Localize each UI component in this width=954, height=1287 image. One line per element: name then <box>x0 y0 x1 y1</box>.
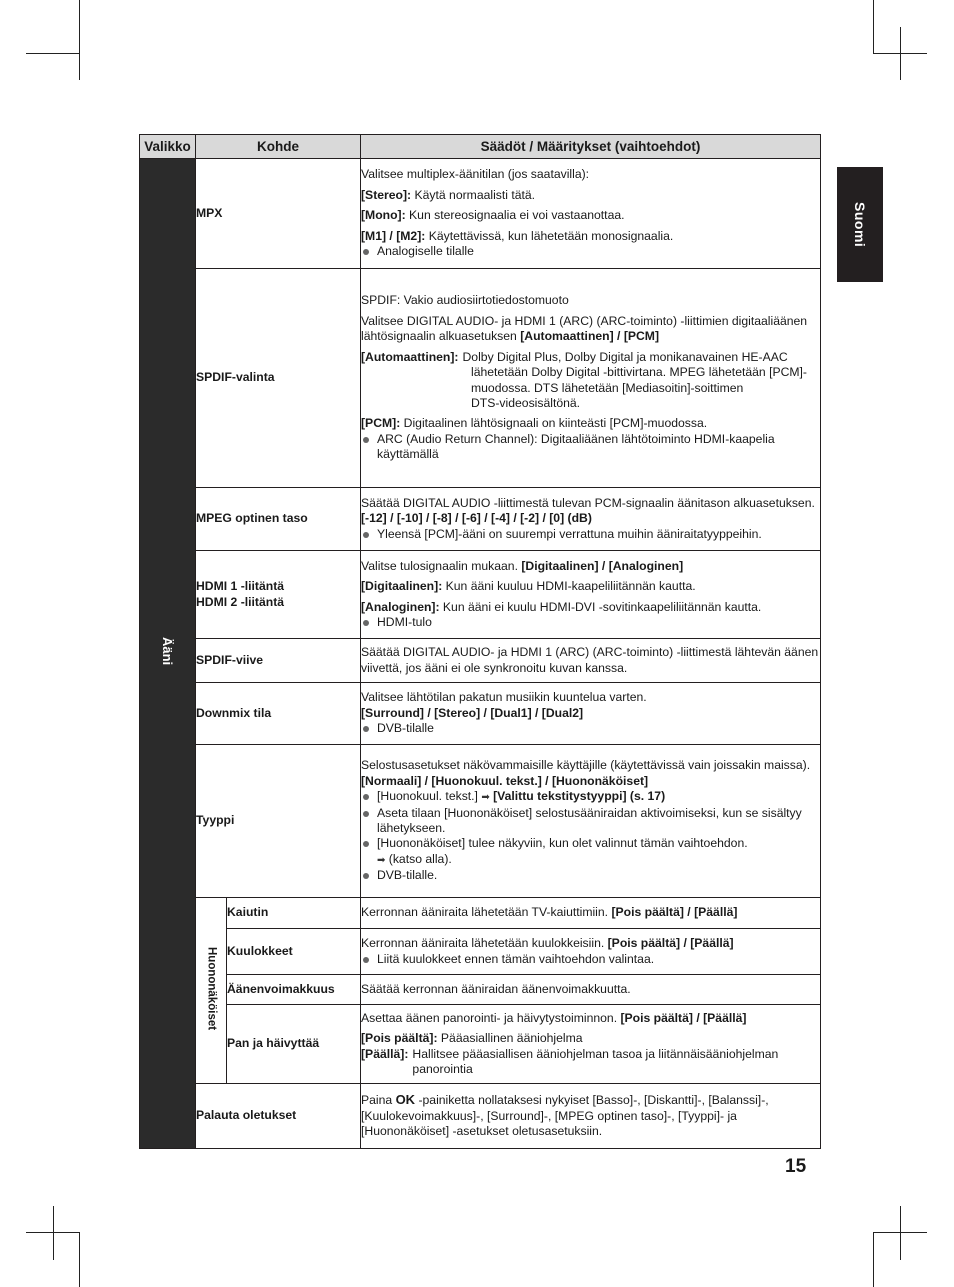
table-row <box>140 639 821 683</box>
options: [Surround] / [Stereo] / [Dual1] / [Dual2] <box>361 705 584 720</box>
item-hdmi2: HDMI 2 -liitäntä <box>196 594 285 609</box>
table-row <box>140 269 821 488</box>
bullet-item <box>361 789 820 805</box>
text <box>361 600 820 615</box>
menu-label: Ääni <box>160 637 176 666</box>
text: Käytä normaalisti tätä. <box>411 187 536 202</box>
item-reset: Palauta oletukset <box>196 1084 361 1149</box>
crop-mark <box>873 1232 927 1233</box>
text: [Huonokuul. tekst.] <box>377 789 482 804</box>
submenu-label: Huononäköiset <box>205 946 218 1030</box>
bullet-item: HDMI-tulo <box>361 615 820 630</box>
header-settings: Säädöt / Määritykset (vaihtoehdot) <box>361 135 821 159</box>
text <box>361 365 820 411</box>
item-hdmi1: HDMI 1 -liitäntä <box>196 579 285 594</box>
options: [Valittu tekstitystyyppi] (s. 17) <box>493 789 666 804</box>
arrow-right-icon: ➡ <box>481 792 490 804</box>
ok-key-label: OK <box>395 1092 416 1108</box>
crop-mark <box>873 53 927 54</box>
text <box>361 208 820 223</box>
text <box>361 1031 820 1046</box>
bullet-item <box>361 836 820 868</box>
text: Kun ääni ei kuulu HDMI-DVI -sovitinkaapeliliitännän kautta. <box>439 599 762 614</box>
text: Selostusasetukset näkövammaisille käyttäjille (käytettävissä vain joissakin maissa). <box>361 758 811 773</box>
desc-headphones <box>361 929 821 975</box>
text <box>361 559 820 574</box>
table-row <box>140 745 821 898</box>
text: Valitsee lähtötilan pakatun musiikin kuuntelua varten. <box>361 690 647 705</box>
item-type: Tyyppi <box>196 745 361 898</box>
text: Dolby Digital Plus, Dolby Digital ja monikanavainen HE-AAC <box>462 349 788 364</box>
desc-speaker <box>361 898 821 929</box>
bullet-item: Aseta tilaan [Huononäköiset] selostusääniraidan aktivoimiseksi, kun se sisältyy lähetykseen. <box>361 806 820 837</box>
page-number: 15 <box>785 1156 807 1177</box>
crop-mark <box>79 1232 80 1287</box>
options: [Normaali] / [Huonokuul. tekst.] / [Huononäköiset] <box>361 773 649 788</box>
language-tab <box>837 167 883 282</box>
table-row <box>140 683 821 745</box>
header-menu: Valikko <box>140 135 196 159</box>
submenu-cell <box>196 898 227 1084</box>
options: [Pois päältä] / [Päällä] <box>620 1010 747 1025</box>
item-downmix: Downmix tila <box>196 683 361 745</box>
text: Kerronnan ääniraita lähetetään TV-kaiuttimiin. <box>361 905 612 920</box>
desc-spdif <box>361 269 821 488</box>
table-row <box>140 1084 821 1149</box>
label: [Päällä]: <box>361 1046 409 1061</box>
crop-mark <box>873 0 874 54</box>
text: (katso alla). <box>388 851 452 866</box>
text <box>361 1011 820 1026</box>
text: Kun ääni kuuluu HDMI-kaapeliliitännän kautta. <box>442 579 696 594</box>
table-header-row <box>140 135 821 159</box>
desc-mpeg <box>361 488 821 551</box>
desc-volume: Säätää kerronnan ääniraidan äänenvoimakkuutta. <box>361 975 821 1005</box>
text: Käytettävissä, kun lähetetään monosignaalia. <box>425 228 674 243</box>
options: [Digitaalinen] / [Analoginen] <box>521 558 684 573</box>
desc-type <box>361 745 821 898</box>
label: [Stereo]: <box>361 187 412 202</box>
label: [Mono]: <box>361 208 406 223</box>
item-headphones: Kuulokkeet <box>227 929 361 975</box>
item-mpeg: MPEG optinen taso <box>196 488 361 551</box>
crop-mark <box>79 0 80 80</box>
label: [Digitaalinen]: <box>361 579 443 594</box>
text: Säätää DIGITAL AUDIO -liittimestä tulevan PCM-signaalin äänitason alkuasetuksen. <box>361 495 815 510</box>
item-mpx: MPX <box>196 159 361 269</box>
text <box>361 416 820 431</box>
text <box>361 188 820 203</box>
options: [Pois päältä] / [Päällä] <box>607 936 734 951</box>
bullet-item: Yleensä [PCM]-ääni on suurempi verrattuna muihin ääniraitatyyppeihin. <box>361 527 820 542</box>
bullet-item: DVB-tilalle. <box>361 868 820 883</box>
table-row <box>140 929 821 975</box>
text: SPDIF: Vakio audiosiirtotiedostomuoto <box>361 293 569 308</box>
table-row <box>140 1005 821 1084</box>
crop-mark <box>873 1232 874 1287</box>
text <box>361 936 820 951</box>
text <box>361 1047 820 1078</box>
language-tab-label: Suomi <box>852 201 868 248</box>
options: [Pois päältä] / [Päällä] <box>611 905 738 920</box>
table-row <box>140 159 821 269</box>
table-row <box>140 975 821 1005</box>
text: Valitsee DIGITAL AUDIO- ja HDMI 1 (ARC) (ARC-toiminto) -liittimien digitaaliäänen lähtösignaalin alkuasetuksen <box>361 313 808 344</box>
item-pan: Pan ja häivyttää <box>227 1005 361 1084</box>
desc-spdif-delay: Säätää DIGITAL AUDIO- ja HDMI 1 (ARC) (ARC-toiminto) -liittimestä lähtevän äänen viivettä, jos ääni ei ole synkronoitu kuvan kanssa. <box>361 639 821 683</box>
text <box>361 314 820 345</box>
options: [Automaattinen] / [PCM] <box>520 329 660 344</box>
table-row <box>140 488 821 551</box>
text: DTS-videosisältönä. <box>471 395 581 410</box>
desc-pan <box>361 1005 821 1084</box>
label: [PCM]: <box>361 416 401 431</box>
table-row <box>140 898 821 929</box>
settings-table <box>139 134 821 1149</box>
text <box>361 579 820 594</box>
item-speaker: Kaiutin <box>227 898 361 929</box>
item-hdmi <box>196 551 361 639</box>
desc-mpx <box>361 159 821 269</box>
text: Asettaa äänen panorointi- ja häivytystoiminnon. <box>361 1010 621 1025</box>
text: Hallitsee pääasiallisen ääniohjelman tasoa ja liitännäisääniohjelman panorointia <box>412 1046 779 1076</box>
options: [-12] / [-10] / [-8] / [-6] / [-4] / [-2] / [0] (dB) <box>361 511 592 526</box>
text: Kun stereosignaalia ei voi vastaanottaa. <box>405 208 625 223</box>
text <box>459 350 788 365</box>
text: Pääasiallinen ääniohjelma <box>437 1031 583 1046</box>
text: -painiketta nollataksesi nykyiset [Basso]-, [Diskantti]-, [Balanssi]-, [Kuulokevoimakkuus]-, [Surround]-, [MPEG optinen taso]-, [Tyyppi]- ja [Huononäköiset] -asetukset oletusasetuksiin. <box>361 1093 769 1139</box>
text <box>361 229 820 244</box>
text: Valitsee multiplex-äänitilan (jos saatavilla): <box>361 167 590 182</box>
crop-mark <box>26 53 80 54</box>
desc-downmix <box>361 683 821 745</box>
text <box>361 496 820 527</box>
label: [Analoginen]: <box>361 599 440 614</box>
text: Digitaalinen lähtösignaali on kiinteästi [PCM]-muodossa. <box>400 416 708 431</box>
arrow-right-icon: ➡ <box>377 854 386 866</box>
bullet-item: Liitä kuulokkeet ennen tämän vaihtoehdon valintaa. <box>361 952 820 967</box>
header-item: Kohde <box>196 135 361 159</box>
crop-mark <box>53 1206 54 1260</box>
label: [Pois päältä]: <box>361 1031 438 1046</box>
table-row <box>140 551 821 639</box>
item-spdif: SPDIF-valinta <box>196 269 361 488</box>
text: Valitse tulosignaalin mukaan. <box>361 558 522 573</box>
bullet-item: DVB-tilalle <box>361 721 820 736</box>
bullet-item: Analogiselle tilalle <box>361 244 820 259</box>
desc-reset <box>361 1084 821 1149</box>
crop-mark <box>900 1206 901 1260</box>
text: lähetetään Dolby Digital -bittivirtana. MPEG lähetetään [PCM]-muodossa. DTS lähetetään [Mediasoitin]-soittimen <box>471 365 807 395</box>
label: [M1] / [M2]: <box>361 228 426 243</box>
desc-hdmi <box>361 551 821 639</box>
menu-cell <box>140 159 196 1149</box>
text: Kerronnan ääniraita lähetetään kuulokkeisiin. <box>361 936 608 951</box>
text <box>361 350 820 365</box>
text: Paina <box>361 1093 396 1108</box>
bullet-item: ARC (Audio Return Channel): Digitaaliäänen lähtötoiminto HDMI-kaapelia käyttämällä <box>361 432 820 463</box>
item-spdif-delay: SPDIF-viive <box>196 639 361 683</box>
text: [Huononäköiset] tulee näkyviin, kun olet valinnut tämän vaihtoehdon. <box>377 836 748 851</box>
item-volume: Äänenvoimakkuus <box>227 975 361 1005</box>
label: [Automaattinen]: <box>361 349 459 364</box>
